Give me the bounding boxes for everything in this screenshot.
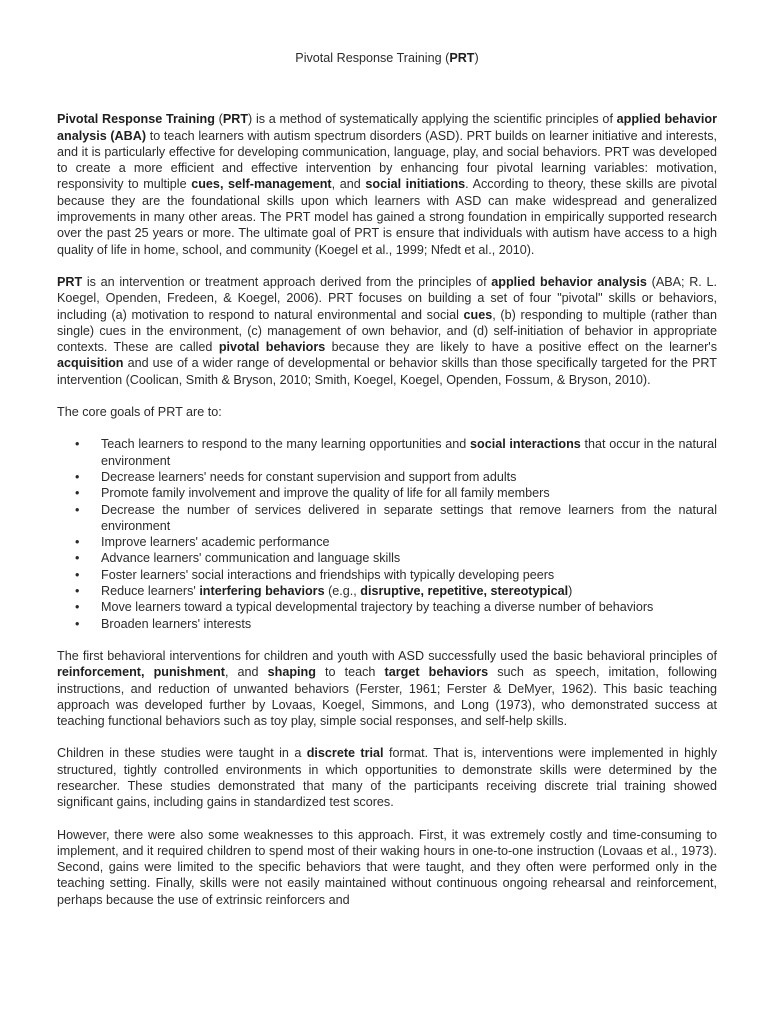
body-text: (ABA; R. L. Koegel, Openden, Fredeen, & Koegel, 2006). PRT focuses on building a set of four "pivotal" skills or behaviors, including (a) motivation to respond to natural environmental and social: [57, 274, 717, 322]
body-text: Improve learners' academic performance: [101, 535, 330, 550]
bullet-icon: •: [75, 600, 80, 615]
body-text: ) is a method of systematically applying the scientific principles of: [248, 112, 617, 127]
body-text: Broaden learners' interests: [101, 616, 252, 631]
bold-term: social initiations: [365, 177, 466, 192]
list-item: [57, 436, 717, 469]
bold-term: interfering behaviors: [199, 584, 325, 599]
body-text: , and: [224, 665, 268, 680]
body-text: format. That is, interventions were implemented in highly structured, tightly controlled environments in which opportunities to demonstrate skills were determined by the researcher. These studies demonstrated that many of the participants receiving discrete trial training showed significant gains, including gains in standardized test scores.: [57, 746, 718, 810]
title-abbrev: PRT: [449, 51, 475, 65]
title-text: (: [441, 51, 450, 65]
prt-definition-paragraph: [57, 274, 717, 388]
body-text: , (b) responding to multiple (rather than single) cues in the environment, (c) management of own behavior, and (d) self-initiation of behavior in appropriate contexts. These are called: [57, 307, 717, 355]
bold-term: shaping: [267, 665, 316, 680]
bold-term: target behaviors: [384, 665, 489, 680]
body-text: and use of a wider range of developmental or behavior skills than those specifically targeted for the PRT intervention (Coolican, Smith & Bryson, 2010; Smith, Koegel, Koegel, Openden, Fossum, & Bryson, 2010).: [57, 356, 717, 387]
body-text: , and: [331, 177, 366, 192]
bullet-icon: •: [75, 535, 80, 550]
bold-term: acquisition: [57, 356, 124, 371]
intro-paragraph: [57, 111, 717, 258]
body-text: Decrease learners' needs for constant supervision and support from adults: [101, 469, 517, 484]
body-text: (: [214, 112, 223, 127]
document-page: [57, 50, 717, 924]
bullet-icon: •: [75, 437, 80, 452]
list-item: [57, 534, 717, 550]
bullet-icon: •: [75, 567, 80, 582]
list-item: [57, 599, 717, 615]
list-item: [57, 583, 717, 599]
body-text: Reduce learners': [101, 584, 200, 599]
bold-term: cues: [463, 307, 493, 322]
body-text: Teach learners to respond to the many learning opportunities and: [101, 437, 470, 452]
bold-term: social interactions: [470, 437, 581, 452]
discrete-trial-paragraph: [57, 745, 717, 810]
bullet-icon: •: [75, 469, 80, 484]
list-item: [57, 550, 717, 566]
list-item: [57, 616, 717, 632]
goals-list: [57, 436, 717, 632]
bullet-icon: •: [75, 584, 80, 599]
body-text: (e.g.,: [324, 584, 361, 599]
title-text: Pivotal Response Training: [295, 51, 442, 65]
bold-term: PRT: [222, 112, 249, 127]
bullet-icon: •: [75, 616, 80, 631]
body-text: ): [568, 584, 573, 599]
title-text: ): [474, 51, 479, 65]
bold-term: applied behavior analysis (ABA): [57, 112, 717, 143]
bold-term: discrete trial: [306, 746, 384, 761]
body-text: The first behavioral interventions for children and youth with ASD successfully used the basic behavioral principles of: [57, 648, 717, 663]
body-text: that occur in the natural environment: [101, 437, 717, 468]
body-text: . According to theory, these skills are pivotal because they are the foundational skills upon which learners with ASD can make widespread and generalized improvements in many other areas. The PRT model has gained a strong foundation in empirically supported research over the past 25 years or more. The ultimate goal of PRT is ensure that individuals with autism have access to a high quality of life in home, school, and community (Koegel et al., 1999; Nfedt et al., 2010).: [57, 177, 718, 257]
body-text: Advance learners' communication and language skills: [101, 551, 401, 566]
list-item: [57, 567, 717, 583]
bullet-icon: •: [75, 486, 80, 501]
body-text: because they are likely to have a positive effect on the learner's: [325, 340, 717, 355]
bullet-icon: •: [75, 502, 80, 517]
body-text: Children in these studies were taught in a: [57, 746, 307, 761]
history-paragraph: [57, 648, 717, 729]
bullet-icon: •: [75, 551, 80, 566]
body-text: Move learners toward a typical developmental trajectory by teaching a diverse number of behaviors: [101, 600, 654, 615]
bold-term: PRT: [57, 274, 83, 289]
page-title: [57, 50, 717, 66]
body-text: to teach: [315, 665, 385, 680]
bold-term: applied behavior analysis: [491, 274, 647, 289]
body-text: Promote family involvement and improve the quality of life for all family members: [101, 486, 550, 501]
list-item: [57, 485, 717, 501]
list-item: [57, 469, 717, 485]
bold-term: Pivotal Response Training: [57, 112, 215, 127]
body-text: Decrease the number of services delivered in separate settings that remove learners from the natural environment: [101, 502, 717, 533]
goals-intro: The core goals of PRT are to:: [57, 405, 222, 420]
body-text: to teach learners with autism spectrum disorders (ASD). PRT builds on learner initiative and interests, and it is particularly effective for developing communication, language, play, and social behaviors. PRT was developed to create a more efficient and effective intervention by enhancing four pivotal learning variables: motivation, responsivity to multiple: [57, 128, 717, 192]
body-text: is an intervention or treatment approach derived from the principles of: [82, 274, 492, 289]
bold-term: cues, self-management: [191, 177, 332, 192]
body-text: such as speech, imitation, following instructions, and reduction of unwanted behaviors (Ferster, 1961; Ferster & DeMyer, 1962). This basic teaching approach was developed further by Lovaas, Koegel, Simmons, and Long (1973), who demonstrated success at teaching functional behaviors such as toy play, simple social responses, and self-help skills.: [57, 665, 718, 729]
body-text: Foster learners' social interactions and friendships with typically developing peers: [101, 567, 555, 582]
bold-term: pivotal behaviors: [218, 340, 326, 355]
weaknesses-paragraph: However, there were also some weaknesses to this approach. First, it was extremely costly and time-consuming to implement, and it required children to spend most of their waking hours in one-to-one instruction (Lovaas et al., 1973). Second, gains were limited to the specific behaviors that were taught, and they often were performed only in the teaching setting. Finally, skills were not easily maintained without continuous ongoing rehearsal and reinforcement, perhaps because the use of extrinsic reinforcers and: [57, 827, 717, 907]
bold-term: disruptive, repetitive, stereotypical: [360, 584, 569, 599]
bold-term: reinforcement, punishment: [57, 665, 225, 680]
list-item: [57, 502, 717, 535]
